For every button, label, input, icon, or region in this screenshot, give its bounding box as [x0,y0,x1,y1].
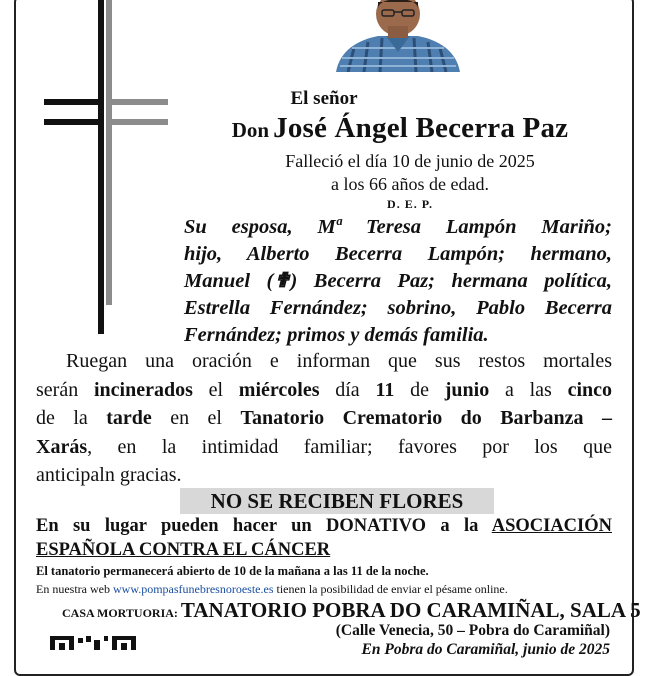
family-line: Su esposa, Mª Teresa Lampón Mariño; [184,216,612,238]
text: serán [36,378,94,401]
text: a las [489,378,568,401]
text: día [319,378,376,401]
text: tienen la posibilidad de enviar el pésame online. [273,582,508,596]
family-list [184,214,612,349]
funeral-home [62,598,641,623]
place-date: En Pobra do Caramiñal, junio de 2025 [361,641,610,658]
text: En su lugar pueden hacer un [36,516,327,536]
opening-hours: El tanatorio permanecerá abierto de 10 de la mañana a las 11 de la noche. [36,564,429,578]
family-line: Fernández; primos y demás familia. [184,324,489,346]
text: , en la intimidad familiar; favores por los que [87,435,612,458]
text-bold: Xarás [36,435,88,458]
death-date: Falleció el día 10 de junio de 2025 [285,151,535,171]
family-line: Manuel (✟) Becerra Paz; hermana política, [184,270,612,292]
request-line [36,404,612,433]
cross-symbol [42,0,172,340]
family-line: Estrella Fernández; sobrino, Pablo Becerra [184,297,612,319]
funeral-request [36,347,612,490]
donation-line [36,514,612,538]
title-prefix: El señor [290,88,358,109]
donation-notice [36,514,612,562]
text: En nuestra web [36,582,113,596]
text: a la [426,516,492,536]
full-name: José Ángel Becerra Paz [273,112,569,144]
deceased-name [190,112,610,145]
text: de [394,378,445,401]
text: de la [36,407,107,429]
text-bold: cinco [567,378,612,401]
text: DONATIVO [326,516,427,536]
charity-name: ESPAÑOLA CONTRA EL CÁNCER [36,540,331,560]
text-bold: tarde [106,407,152,429]
no-flowers-banner: NO SE RECIBEN FLORES [180,488,494,514]
funeral-home-address: (Calle Venecia, 50 – Pobra do Caramiñal) [335,622,610,639]
qr-code[interactable] [50,636,150,650]
text-bold: incinerados [93,378,193,401]
funeral-home-label: CASA MORTUORIA: [62,606,181,620]
charity-name: ASOCIACIÓN [491,516,612,536]
website-link[interactable]: www.pompasfunebresnoroeste.es [112,582,274,596]
text-bold: junio [444,378,490,401]
rip-text: D. E. P. [387,197,433,211]
honorific: Don [231,118,270,142]
request-line [36,433,612,462]
text-bold: miércoles [238,378,320,401]
text-bold: Tanatorio Crematorio do Barbanza – [240,407,613,429]
request-line: Ruegan una oración e informan que sus restos mortales [66,350,612,372]
age-line: a los 66 años de edad. [331,174,489,194]
request-line [36,376,612,405]
deceased-portrait [328,0,468,72]
text: el [192,378,239,401]
text: en el [151,407,241,429]
web-notice [36,582,612,597]
funeral-home-name: TANATORIO POBRA DO CARAMIÑAL, SALA 5 [180,598,641,622]
family-line: hijo, Alberto Becerra Lampón; hermano, [184,243,612,265]
text-bold: 11 [375,378,395,401]
request-line: anticipaln gracias. [36,464,182,486]
